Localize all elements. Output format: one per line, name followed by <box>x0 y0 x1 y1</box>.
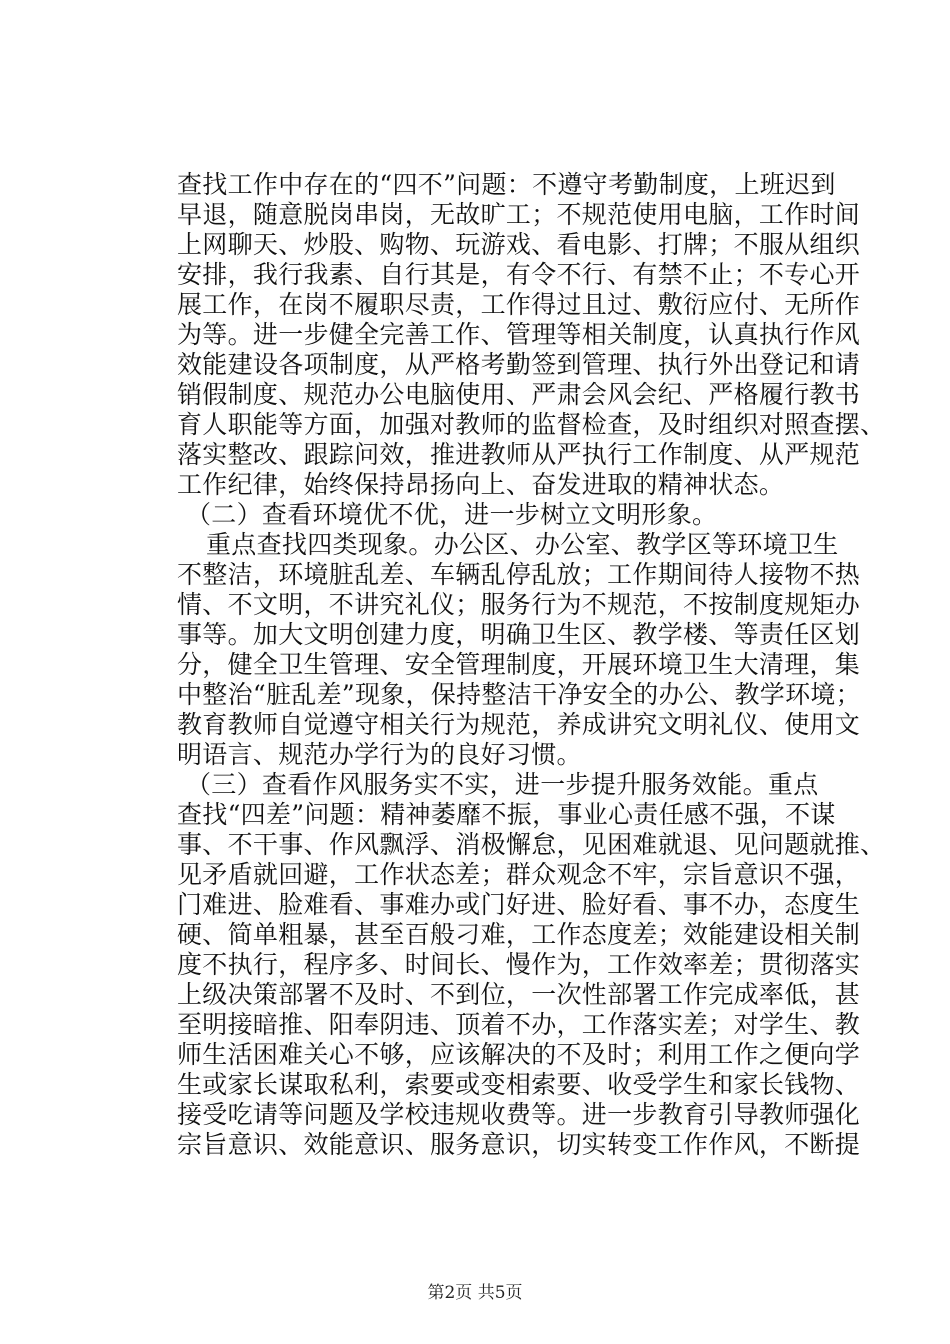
text-line: 生或家长谋取私利，索要或变相索要、收受学生和家长钱物、 <box>177 1070 861 1099</box>
text-line: 上网聊天、炒股、购物、玩游戏、看电影、打牌；不服从组织 <box>177 230 861 259</box>
text-line: 为等。进一步健全完善工作、管理等相关制度，认真执行作风 <box>177 320 861 349</box>
text-line: 查找工作中存在的“四不”问题：不遵守考勤制度，上班迟到 <box>177 170 836 199</box>
page-number: 第2页 共5页 <box>427 1283 523 1303</box>
text-line: 上级决策部署不及时、不到位，一次性部署工作完成率低，甚 <box>177 980 861 1009</box>
text-line: 教育教师自觉遵守相关行为规范，养成讲究文明礼仪、使用文 <box>177 710 861 739</box>
text-line: 育人职能等方面，加强对教师的监督检查，及时组织对照查摆、 <box>177 410 886 439</box>
text-line: 事、不干事、作风飘浮、消极懈怠，见困难就退、见问题就推、 <box>177 830 886 859</box>
text-line: 落实整改、跟踪问效，推进教师从严执行工作制度、从严规范 <box>177 440 861 469</box>
text-line: 见矛盾就回避，工作状态差；群众观念不牢，宗旨意识不强， <box>177 860 861 889</box>
text-line: 早退，随意脱岗串岗，无故旷工；不规范使用电脑，工作时间 <box>177 200 861 229</box>
text-line: 查找“四差”问题：精神萎靡不振，事业心责任感不强，不谋 <box>177 800 836 829</box>
text-line: 门难进、脸难看、事难办或门好进、脸好看、事不办，态度生 <box>177 890 861 919</box>
text-line: 度不执行，程序多、时间长、慢作为，工作效率差；贯彻落实 <box>177 950 861 979</box>
text-line: 重点查找四类现象。办公区、办公室、教学区等环境卫生 <box>206 530 839 559</box>
text-line: 分，健全卫生管理、安全管理制度，开展环境卫生大清理，集 <box>177 650 861 679</box>
section-heading: （三）查看作风服务实不实，进一步提升服务效能。重点 <box>186 770 819 799</box>
section-heading: （二）查看环境优不优，进一步树立文明形象。 <box>186 500 718 529</box>
text-line: 宗旨意识、效能意识、服务意识，切实转变工作作风，不断提 <box>177 1130 861 1159</box>
text-line: 中整治“脏乱差”现象，保持整洁干净安全的办公、教学环境； <box>177 680 861 709</box>
text-line: 接受吃请等问题及学校违规收费等。进一步教育引导教师强化 <box>177 1100 861 1129</box>
text-line: 情、不文明，不讲究礼仪；服务行为不规范，不按制度规矩办 <box>177 590 861 619</box>
text-line: 安排，我行我素、自行其是，有令不行、有禁不止；不专心开 <box>177 260 861 289</box>
text-line: 师生活困难关心不够，应该解决的不及时；利用工作之便向学 <box>177 1040 861 1069</box>
text-line: 效能建设各项制度，从严格考勤签到管理、执行外出登记和请 <box>177 350 861 379</box>
text-line: 硬、简单粗暴，甚至百般刁难，工作态度差；效能建设相关制 <box>177 920 861 949</box>
text-line: 明语言、规范办学行为的良好习惯。 <box>177 740 582 769</box>
text-line: 工作纪律，始终保持昂扬向上、奋发进取的精神状态。 <box>177 470 785 499</box>
text-line: 销假制度、规范办公电脑使用、严肃会风会纪、严格履行教书 <box>177 380 861 409</box>
text-line: 不整洁，环境脏乱差、车辆乱停乱放；工作期间待人接物不热 <box>177 560 861 589</box>
text-line: 事等。加大文明创建力度，明确卫生区、教学楼、等责任区划 <box>177 620 861 649</box>
text-line: 展工作，在岗不履职尽责，工作得过且过、敷衍应付、无所作 <box>177 290 861 319</box>
text-line: 至明接暗推、阳奉阴违、顶着不办，工作落实差；对学生、教 <box>177 1010 861 1039</box>
